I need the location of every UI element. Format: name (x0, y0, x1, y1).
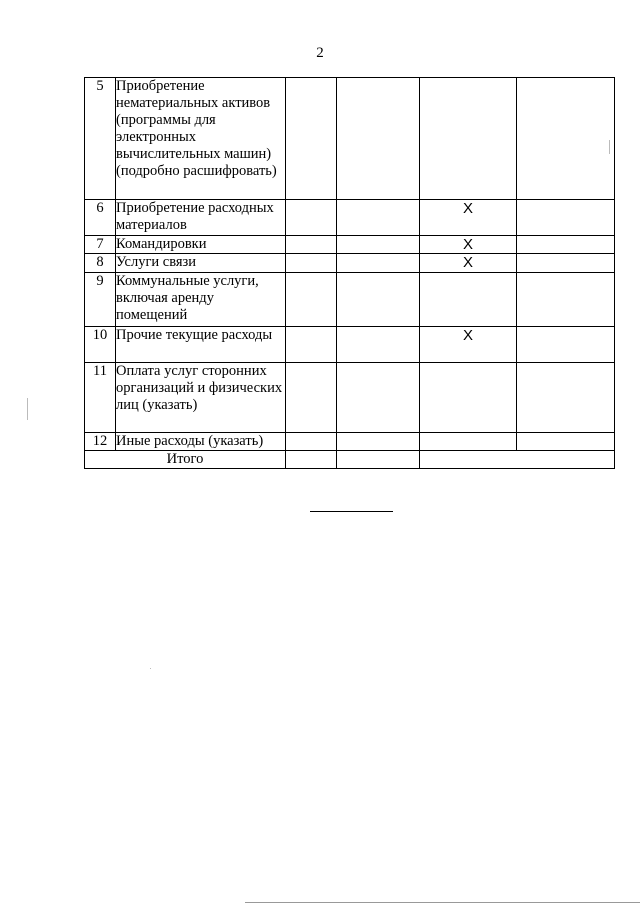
row-cell-empty (286, 200, 337, 236)
page-number: 2 (316, 45, 324, 61)
table-row (85, 327, 615, 363)
row-cell-empty (286, 236, 337, 254)
row-expense-name: Приобретение нематериальных активов (программы для электронных вычислительных машин) (подробно расшифровать) (116, 78, 286, 200)
row-cell-empty (337, 327, 420, 363)
row-expense-name: Прочие текущие расходы (116, 327, 286, 363)
scan-artifact (245, 902, 640, 903)
row-expense-name: Командировки (116, 236, 286, 254)
row-cell-empty (517, 78, 615, 200)
row-number: 7 (85, 236, 116, 254)
row-mark (420, 78, 517, 200)
row-number: 12 (85, 433, 116, 451)
row-cell-empty (337, 273, 420, 327)
row-cell-empty (337, 363, 420, 433)
row-number: 11 (85, 363, 116, 433)
row-expense-name: Услуги связи (116, 254, 286, 273)
row-mark: X (420, 236, 517, 254)
row-cell-empty (517, 327, 615, 363)
row-number: 6 (85, 200, 116, 236)
row-expense-name: Приобретение расходных материалов (116, 200, 286, 236)
row-cell-empty (286, 78, 337, 200)
row-mark: X (420, 254, 517, 273)
row-cell-empty (286, 327, 337, 363)
row-cell-empty (286, 273, 337, 327)
row-cell-empty (337, 78, 420, 200)
row-mark (420, 363, 517, 433)
row-mark: X (420, 327, 517, 363)
row-number: 10 (85, 327, 116, 363)
row-expense-name: Оплата услуг сторонних организаций и физических лиц (указать) (116, 363, 286, 433)
total-cell-empty (337, 451, 420, 469)
scan-artifact (27, 398, 28, 420)
row-cell-empty (337, 254, 420, 273)
row-number: 5 (85, 78, 116, 200)
total-cell-empty (286, 451, 337, 469)
row-cell-empty (517, 254, 615, 273)
total-row (85, 451, 615, 469)
scan-artifact (150, 668, 151, 669)
closing-rule-line (310, 511, 393, 512)
total-cell-empty (420, 451, 615, 469)
row-cell-empty (517, 433, 615, 451)
row-number: 8 (85, 254, 116, 273)
row-cell-empty (517, 273, 615, 327)
row-cell-empty (337, 200, 420, 236)
row-cell-empty (517, 200, 615, 236)
row-cell-empty (286, 363, 337, 433)
expense-table (84, 77, 615, 469)
row-cell-empty (337, 236, 420, 254)
table-row (85, 363, 615, 433)
row-cell-empty (517, 363, 615, 433)
row-expense-name: Коммунальные услуги, включая аренду помещений (116, 273, 286, 327)
table-row (85, 273, 615, 327)
row-number: 9 (85, 273, 116, 327)
table-row (85, 200, 615, 236)
total-label: Итого (85, 451, 286, 469)
row-cell-empty (286, 433, 337, 451)
row-cell-empty (517, 236, 615, 254)
row-expense-name: Иные расходы (указать) (116, 433, 286, 451)
row-cell-empty (286, 254, 337, 273)
row-mark: X (420, 200, 517, 236)
scan-artifact (609, 140, 610, 154)
table-row (85, 78, 615, 200)
table-row (85, 433, 615, 451)
row-mark (420, 273, 517, 327)
row-mark (420, 433, 517, 451)
table-row (85, 254, 615, 273)
table-row (85, 236, 615, 254)
row-cell-empty (337, 433, 420, 451)
